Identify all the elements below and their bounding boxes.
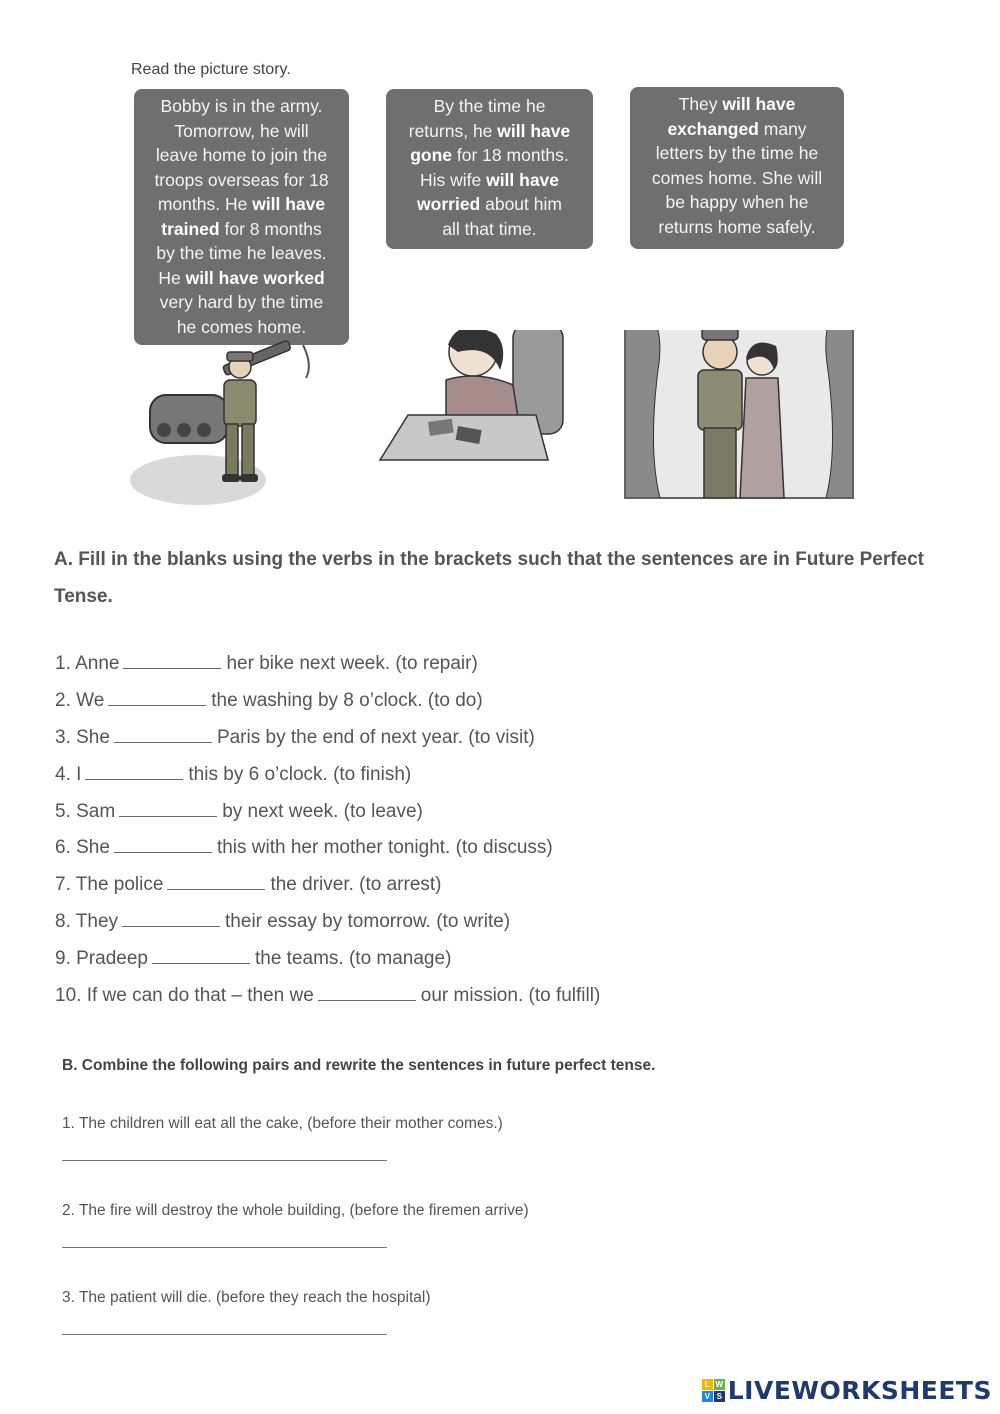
list-item: 6. She this with her mother tonight. (to discuss) [55,837,553,859]
section-a-list [55,646,600,1015]
logo-mark-tile: V [702,1391,713,1402]
instruction-text: Read the picture story. [131,61,291,78]
answer-blank[interactable] [119,799,217,817]
answer-blank[interactable] [122,909,220,927]
list-item: 5. Sam by next week. (to leave) [55,800,423,822]
logo-mark-tile: S [714,1391,725,1402]
logo-text: LIVEWORKSHEETS [727,1376,992,1405]
answer-blank[interactable] [152,946,250,964]
speech-bubble-bobby: Bobby is in the army. Tomorrow, he will leave home to join the troops overseas for 18 months. He will have trained for 8 months by the time he leaves. He will have worked very hard by the time he comes home. [134,89,349,345]
section-b-item: 3. The patient will die. (before they reach the hospital) [62,1289,431,1306]
section-b-item: 2. The fire will destroy the whole building, (before the firemen arrive) [62,1202,529,1219]
list-item: 2. We the washing by 8 o’clock. (to do) [55,689,483,711]
couple-illustration [625,330,853,498]
section-a-heading: A. Fill in the blanks using the verbs in the brackets such that the sentences are in Future Perfect Tense. [54,549,925,607]
list-item: 3. She Paris by the end of next year. (to visit) [55,726,535,748]
answer-blank[interactable] [85,762,183,780]
answer-blank[interactable] [167,872,265,890]
answer-line[interactable] [62,1334,387,1335]
speech-bubble-couple: They will have exchanged many letters by the time he comes home. She will be happy when he returns home safely. [630,87,844,249]
logo-mark-icon [702,1379,725,1402]
wife-at-table-illustration [380,330,568,460]
answer-line[interactable] [62,1247,387,1248]
section-b-heading: B. Combine the following pairs and rewrite the sentences in future perfect tense. [62,1057,656,1074]
list-item: 7. The police the driver. (to arrest) [55,874,442,896]
answer-line[interactable] [62,1160,387,1161]
story-illustrations [128,330,863,515]
answer-blank[interactable] [114,835,212,853]
answer-blank[interactable] [318,983,416,1001]
logo-mark-tile: W [715,1380,724,1389]
list-item: 1. Anne her bike next week. (to repair) [55,653,478,674]
list-item: 10. If we can do that – then we our mission. (to fulfill) [55,985,601,1007]
list-item: 8. They their essay by tomorrow. (to write) [55,911,511,933]
liveworksheets-logo [702,1376,992,1405]
soldier-tank-illustration [130,340,309,505]
logo-mark-tile: L [702,1379,713,1390]
list-item: 4. I this by 6 o’clock. (to finish) [55,763,412,785]
answer-blank[interactable] [108,688,206,706]
answer-blank[interactable] [123,651,221,669]
section-b-item: 1. The children will eat all the cake, (before their mother comes.) [62,1115,503,1132]
answer-blank[interactable] [114,725,212,743]
speech-bubble-wife: By the time he returns, he will have gone for 18 months. His wife will have worried about him all that time. [386,89,593,249]
list-item: 9. Pradeep the teams. (to manage) [55,948,452,970]
